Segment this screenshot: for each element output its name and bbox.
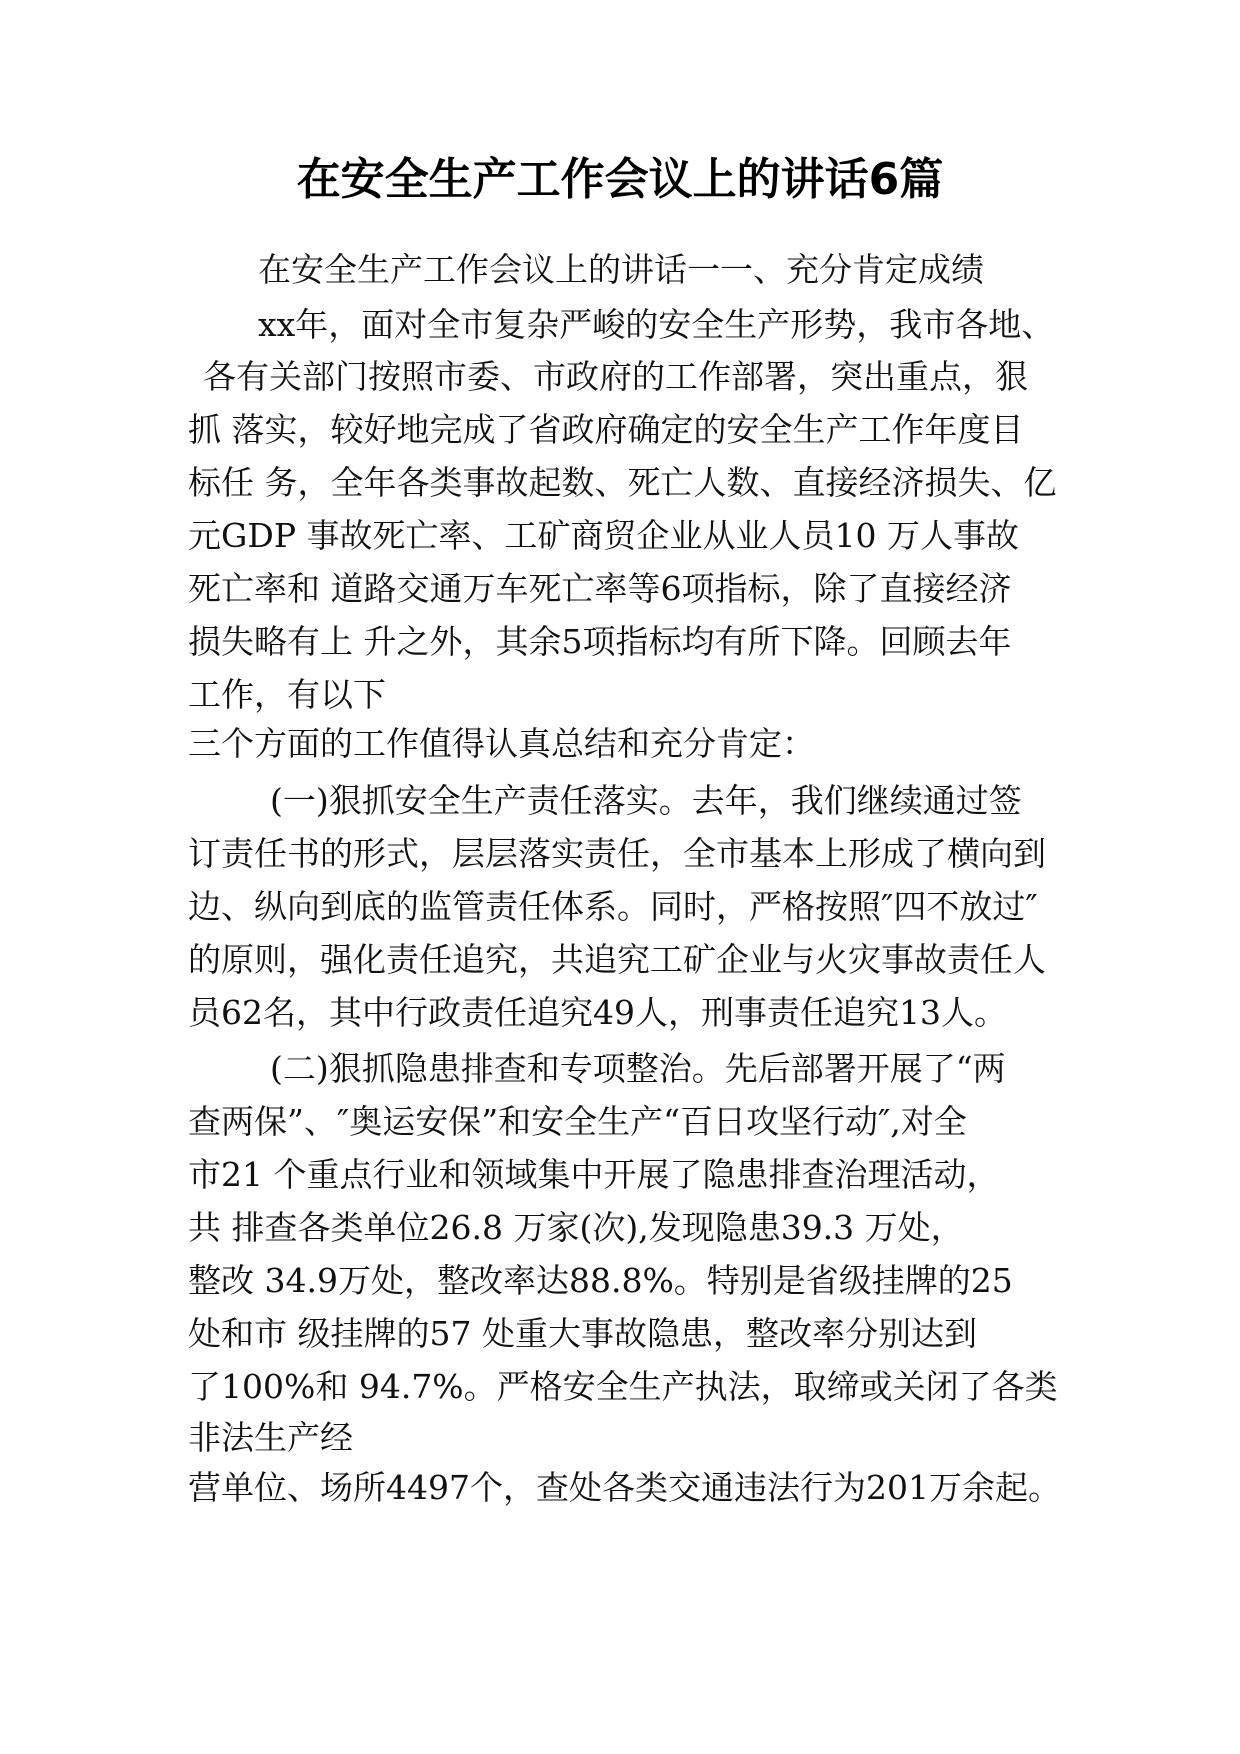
text-line: 市21 个重点行业和领域集中开展了隐患排查治理活动， bbox=[188, 1155, 1000, 1194]
text-line: 在安全生产工作会议上的讲话一一、充分肯定成绩 bbox=[258, 250, 984, 289]
text-line: 共 排查各类单位26.8 万家(次),发现隐患39.3 万处， bbox=[188, 1208, 964, 1247]
text-line: 边、纵向到底的监管责任体系。同时，严格按照″四不放过″ bbox=[188, 887, 1038, 926]
text-line: 死亡率和 道路交通万车死亡率等6项指标，除了直接经济 bbox=[188, 569, 1012, 608]
text-line: 各有关部门按照市委、市政府的工作部署，突出重点，狠 bbox=[203, 357, 1028, 396]
text-line: 元GDP 事故死亡率、工矿商贸企业从业人员10 万人事故 bbox=[188, 516, 1019, 555]
text-line: xx年，面对全市复杂严峻的安全生产形势，我市各地、 bbox=[258, 305, 1055, 344]
text-line: 标任 务，全年各类事故起数、死亡人数、直接经济损失、亿 bbox=[188, 463, 1057, 502]
text-line: 员62名，其中行政责任追究49人，刑事责任追究13人。 bbox=[188, 993, 1007, 1032]
text-line: (二)狠抓隐患排查和专项整治。先后部署开展了“两 bbox=[270, 1049, 1006, 1088]
text-line: 处和市 级挂牌的57 处重大事故隐患，整改率分别达到 bbox=[188, 1314, 977, 1353]
document-title: 在安全生产工作会议上的讲话6篇 bbox=[296, 154, 944, 205]
text-line: 非法生产经 bbox=[188, 1418, 353, 1457]
text-line: 了100%和 94.7%。严格安全生产执法，取缔或关闭了各类 bbox=[188, 1367, 1058, 1406]
text-line: 的原则，强化责任追究，共追究工矿企业与火灾事故责任人 bbox=[188, 940, 1046, 979]
text-line: 损失略有上 升之外，其余5项指标均有所下降。回顾去年 bbox=[188, 622, 1012, 661]
text-line: 整改 34.9万处，整改率达88.8%。特别是省级挂牌的25 bbox=[188, 1261, 1013, 1300]
text-line: 三个方面的工作值得认真总结和充分肯定： bbox=[188, 724, 815, 763]
text-line: (一)狠抓安全生产责任落实。去年，我们继续通过签 bbox=[270, 781, 1022, 820]
text-line: 查两保”、″奥运安保”和安全生产“百日攻坚行动″,对全 bbox=[188, 1102, 967, 1141]
text-line: 抓 落实，较好地完成了省政府确定的安全生产工作年度目 bbox=[188, 410, 1024, 449]
text-line: 营单位、场所4497个，查处各类交通违法行为201万余起。 bbox=[188, 1468, 1061, 1507]
text-line: 工作，有以下 bbox=[188, 675, 386, 714]
text-line: 订责任书的形式，层层落实责任，全市基本上形成了横向到 bbox=[188, 834, 1046, 873]
